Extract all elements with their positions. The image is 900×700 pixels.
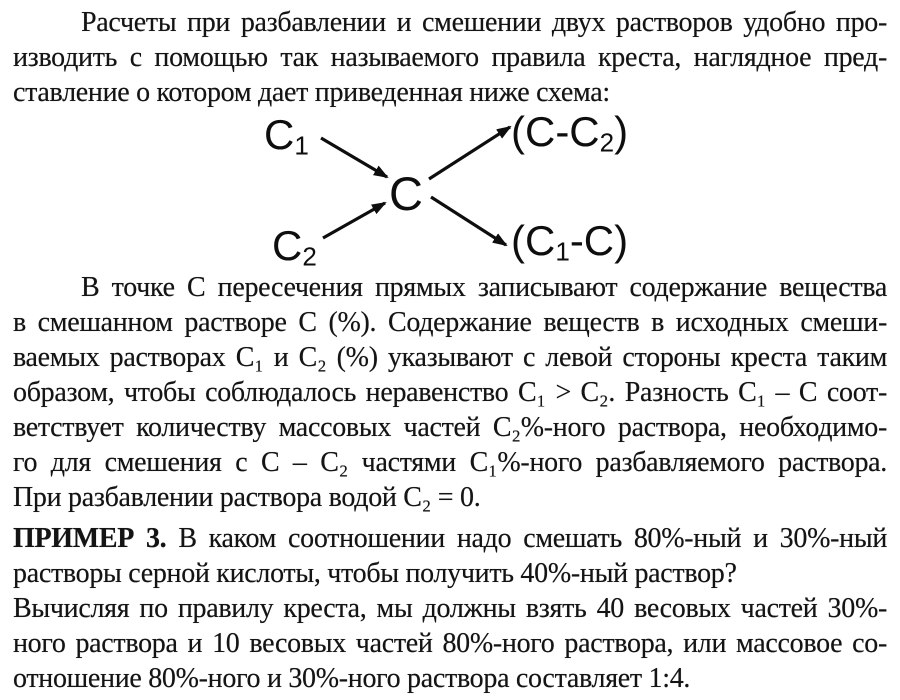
arrow-c2-to-c <box>323 203 385 238</box>
text-line: растворы серной кислоты, чтобы получить 40%-ный раствор? <box>13 558 737 589</box>
text-line: Расчеты при разбавлении и смешении двух растворов удобно про- <box>81 7 887 38</box>
paragraph-explanation <box>13 270 887 515</box>
bottom-right-open: (C <box>511 217 556 264</box>
text-line: ного раствора и 10 весовых частей 80%-ного раствора, или массовое со- <box>13 628 887 659</box>
text-line: го для смешения с С – С₂ частями С₁%-ного разбавляемого раствора. <box>13 447 887 478</box>
top-right-close: ) <box>614 108 629 155</box>
text-line: изводить с помощью так называемого правила креста, наглядное пред- <box>13 42 887 73</box>
arrow-c-to-bottom-right <box>431 197 506 245</box>
paragraph-solution <box>13 591 887 696</box>
diagram-label-c1 <box>264 111 309 161</box>
text-line: ставление о котором дает приведенная ниже схема: <box>13 77 610 108</box>
arrow-c-to-top-right <box>429 127 510 179</box>
paragraph-intro <box>13 5 887 110</box>
bottom-right-subscript: 1 <box>555 236 570 267</box>
diagram-label-c-minus-c2 <box>511 108 629 158</box>
top-right-open: (C-C <box>511 108 600 155</box>
text-line: При разбавлении раствора водой С₂ = 0. <box>13 482 481 513</box>
diagram-arrows <box>0 110 900 270</box>
text-line: Вычисляя по правилу креста, мы должны взять 40 весовых частей 30%- <box>13 593 887 624</box>
c1-subscript: 1 <box>294 130 309 161</box>
text-line: ваемых растворах С₁ и С₂ (%) указывают с левой стороны креста таким <box>13 342 887 373</box>
paragraph-example <box>13 521 887 591</box>
text-line: отношение 80%-ного и 30%-ного раствора составляет 1:4. <box>13 663 691 694</box>
top-right-subscript: 2 <box>599 127 615 158</box>
example-question-start: В каком соотношении надо смешать 80%-ный и 30%-ный <box>178 523 888 554</box>
text-line: ветствует количеству массовых частей С₂%-ного раствора, необходимо- <box>13 412 887 443</box>
text-line: в смешанном растворе С (%). Содержание веществ в исходных смеши- <box>13 307 887 338</box>
text-line: образом, чтобы соблюдалось неравенство С₁ > С₂. Разность С₁ – С соот- <box>13 377 887 408</box>
text-line <box>13 521 887 556</box>
c1-base: C <box>264 111 295 158</box>
diagram-label-center-c: C <box>389 167 423 220</box>
text-line: В точке С пересечения прямых записывают содержание вещества <box>81 272 887 303</box>
c2-subscript: 2 <box>302 241 317 272</box>
example-label: ПРИМЕР 3. <box>13 523 167 554</box>
diagram-label-c1-minus-c <box>511 217 629 267</box>
arrow-c1-to-c <box>321 138 387 177</box>
diagram-label-c2 <box>272 222 317 272</box>
c2-base: C <box>272 222 303 269</box>
bottom-right-close: -C) <box>569 217 629 264</box>
cross-rule-diagram <box>0 110 900 270</box>
